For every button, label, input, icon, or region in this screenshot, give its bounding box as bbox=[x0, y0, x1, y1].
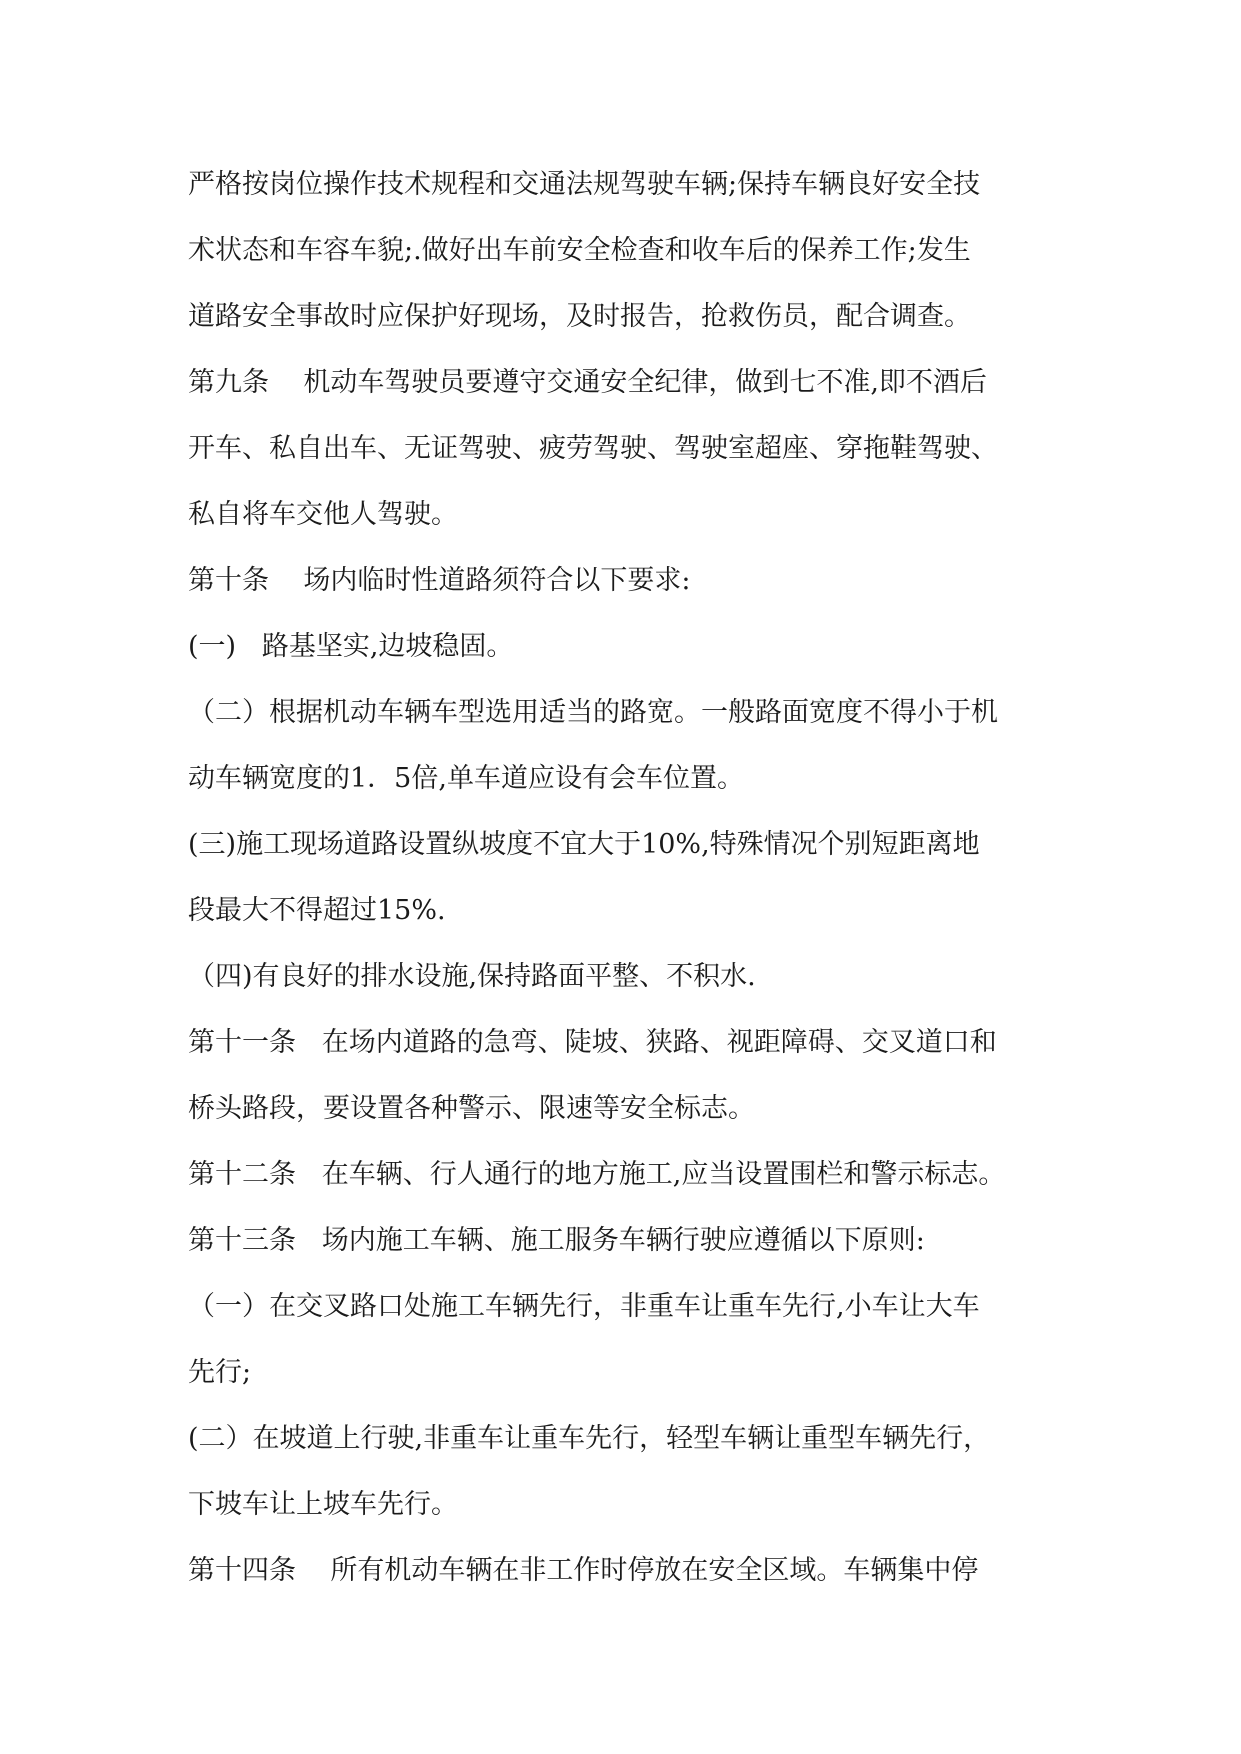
text-line: 下坡车让上坡车先行。 bbox=[188, 1489, 458, 1520]
text-line: （四)有良好的排水设施,保持路面平整、不积水. bbox=[188, 961, 756, 992]
article-11-line: 第十一条 在场内道路的急弯、陡坡、狭路、视距障碍、交叉道口和 bbox=[188, 1027, 997, 1058]
article-14-line: 第十四条 所有机动车辆在非工作时停放在安全区域。车辆集中停 bbox=[188, 1555, 979, 1586]
text-line: 私自将车交他人驾驶。 bbox=[188, 499, 458, 530]
article-12-line: 第十二条 在车辆、行人通行的地方施工,应当设置围栏和警示标志。 bbox=[188, 1159, 1006, 1190]
text-line: 严格按岗位操作技术规程和交通法规驾驶车辆;保持车辆良好安全技 bbox=[188, 169, 981, 200]
text-line: 桥头路段，要设置各种警示、限速等安全标志。 bbox=[188, 1093, 755, 1124]
text-line: 开车、私自出车、无证驾驶、疲劳驾驶、驾驶室超座、穿拖鞋驾驶、 bbox=[188, 433, 998, 464]
article-13-line: 第十三条 场内施工车辆、施工服务车辆行驶应遵循以下原则: bbox=[188, 1225, 925, 1256]
article-10-line: 第十条 场内临时性道路须符合以下要求: bbox=[188, 565, 691, 596]
text-line: (二）在坡道上行驶,非重车让重车先行，轻型车辆让重型车辆先行， bbox=[188, 1423, 991, 1454]
article-9-line: 第九条 机动车驾驶员要遵守交通安全纪律，做到七不准,即不酒后 bbox=[188, 367, 987, 398]
text-line: （一）在交叉路口处施工车辆先行，非重车让重车先行,小车让大车 bbox=[188, 1291, 980, 1322]
text-line: (三)施工现场道路设置纵坡度不宜大于10%,特殊情况个别短距离地 bbox=[188, 829, 980, 860]
text-line: 段最大不得超过15%. bbox=[188, 895, 446, 926]
text-line: 道路安全事故时应保护好现场，及时报告，抢救伤员，配合调查。 bbox=[188, 301, 971, 332]
text-line: (一) 路基坚实,边坡稳固。 bbox=[188, 631, 514, 662]
text-line: （二）根据机动车辆车型选用适当的路宽。一般路面宽度不得小于机 bbox=[188, 697, 998, 728]
text-line: 术状态和车容车貌;.做好出车前安全检查和收车后的保养工作;发生 bbox=[188, 235, 971, 266]
text-line: 动车辆宽度的1．5倍,单车道应设有会车位置。 bbox=[188, 763, 744, 794]
text-line: 先行; bbox=[188, 1357, 252, 1388]
